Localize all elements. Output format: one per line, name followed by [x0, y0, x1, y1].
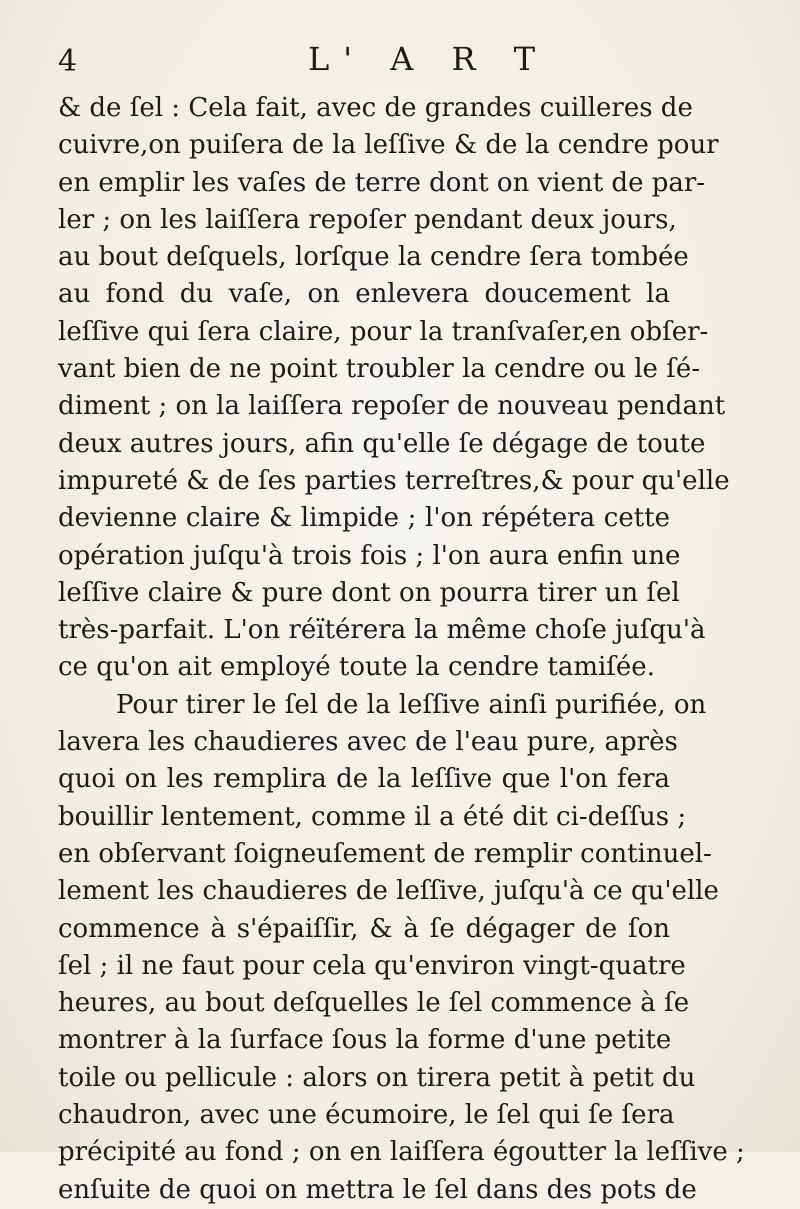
- running-title: L' A R T: [308, 40, 550, 78]
- text-line: devienne claire & limpide ; l'on répétera cette: [58, 503, 670, 534]
- text-line: précipité au fond ; on en laiſſera égoutter la leſſive ;: [58, 1137, 745, 1168]
- text-line: leſſive claire & pure dont on pourra tirer un ſel: [58, 577, 680, 608]
- text-line: & de ſel : Cela fait, avec de grandes cuilleres de: [58, 93, 693, 123]
- text-line: chaudron, avec une écumoire, le ſel qui ſe ſera: [58, 1100, 675, 1131]
- body-text: [58, 90, 745, 1209]
- text-line: très-parfait. L'on réïtérera la même choſe juſqu'à: [58, 615, 706, 646]
- text-line: deux autres jours, afin qu'elle ſe dégage de toute: [58, 428, 706, 459]
- text-line: ſel ; il ne faut pour cela qu'environ vingt-quatre: [58, 950, 686, 981]
- text-line: au bout deſquels, lorſque la cendre ſera tombée: [58, 242, 689, 273]
- text-line: heures, au bout deſquelles le ſel commence à ſe: [58, 988, 690, 1019]
- text-line: bouillir lentement, comme il a été dit ci-deſſus ;: [58, 801, 687, 832]
- text-line: enſuite de quoi on mettra le ſel dans des pots de: [58, 1174, 697, 1205]
- text-line: cuivre,on puiſera de la leſſive & de la cendre pour: [58, 130, 719, 161]
- text-line: montrer à la ſurface ſous la forme d'une petite: [58, 1025, 672, 1056]
- text-line: toile ou pellicule : alors on tirera petit à petit du: [58, 1062, 696, 1093]
- text-line: en emplir les vaſes de terre dont on vient de par-: [58, 167, 706, 198]
- text-line: commence à s'épaiſſir, & à ſe dégager de ſon: [58, 913, 670, 944]
- text-line: diment ; on la laiſſera repoſer de nouveau pendant: [58, 391, 726, 422]
- page-header: [58, 40, 678, 84]
- text-line: au fond du vaſe, on enlevera doucement la: [58, 279, 670, 310]
- text-line: quoi on les remplira de la leſſive que l'on fera: [58, 764, 670, 795]
- page-number: 4: [58, 44, 78, 79]
- paragraph-start-line: Pour tirer le ſel de la leſſive ainſi purifiée, on: [116, 689, 707, 720]
- text-line: en obſervant ſoigneuſement de remplir continuel-: [58, 838, 712, 869]
- text-line: impureté & de ſes parties terreſtres,& pour qu'elle: [58, 465, 730, 496]
- text-line: leſſive qui ſera claire, pour la tranſvaſer,en obſer-: [58, 316, 709, 347]
- text-line: ce qu'on ait employé toute la cendre tamiſée.: [58, 652, 655, 683]
- text-line: lement les chaudieres de leſſive, juſqu'à ce qu'elle: [58, 876, 719, 907]
- text-line: opération juſqu'à trois fois ; l'on aura enfin une: [58, 540, 681, 571]
- text-line: ler ; on les laiſſera repoſer pendant deux jours,: [58, 204, 677, 235]
- text-line: lavera les chaudieres avec de l'eau pure, après: [58, 727, 678, 758]
- text-line: vant bien de ne point troubler la cendre ou le ſé-: [58, 354, 701, 385]
